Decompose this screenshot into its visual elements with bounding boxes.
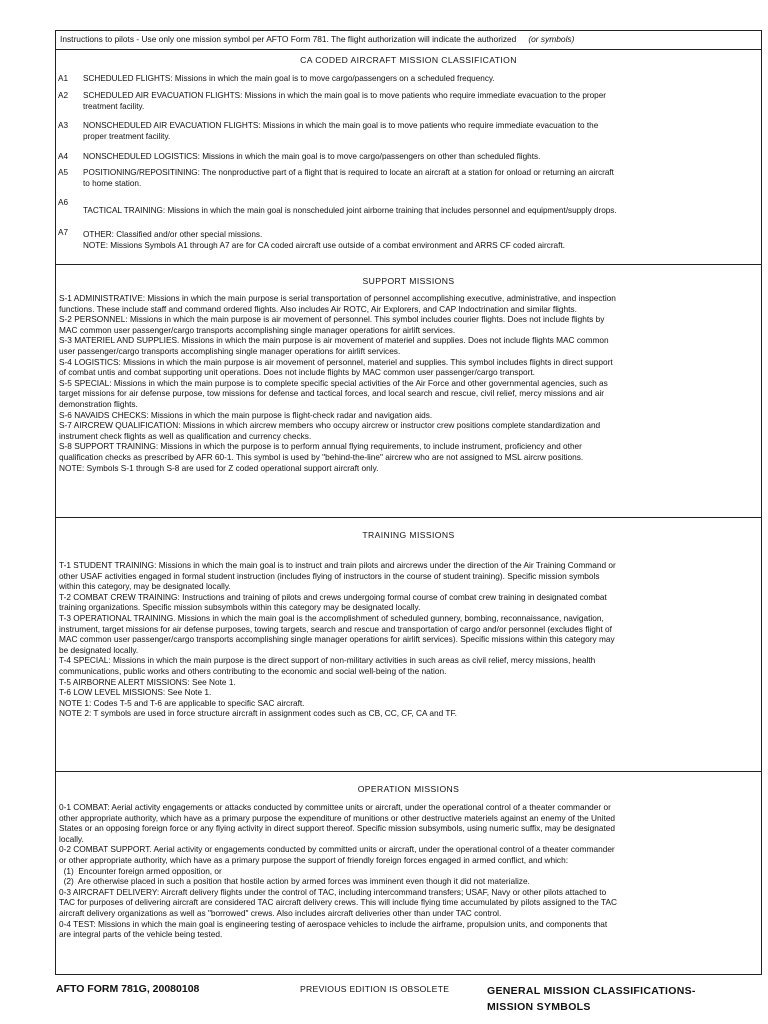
operation-line: other appropriate authority, which have as a primary purpose the expenditure of munitions or other destructive materiels against an enemy of the United — [59, 812, 616, 823]
support-line: S-7 AIRCREW QUALIFICATION: Missions in which aircrew members who occupy aircrew or instructor crew positions complete standardization and — [59, 420, 601, 431]
training-line: T-1 STUDENT TRAINING: Missions in which the main goal is to instruct and train pilots and aircrews under the direction of the Air Training Command or — [59, 560, 616, 570]
ca-item-text: POSITIONING/REPOSITINING: The nonproductive part of a flight that is required to locate an aircraft at a station for onload or returning an aircraft — [83, 168, 614, 177]
support-line: S-2 PERSONNEL: Missions in which the main purpose is air movement of personnel. This symbol includes courier flights. Does not include flights by — [59, 314, 605, 325]
training-section-body — [59, 560, 757, 719]
ca-item-text: TACTICAL TRAINING: Missions in which the main goal is nonscheduled joint airborne training that includes personnel and equipment/supply drops. — [83, 206, 617, 215]
support-missions-section — [56, 264, 761, 517]
operation-missions-section — [56, 771, 761, 975]
training-line: T-6 LOW LEVEL MISSIONS: See Note 1. — [59, 687, 212, 698]
operation-line: States or an opposing foreign force or any flying activity in direct support thereof. Specific mission subsymbols, using numeric suffix, may be designated — [59, 823, 616, 834]
operation-line: 0-1 COMBAT: Aerial activity engagements or attacks conducted by committee units or aircraft, under the operational control of a theater commander or — [59, 802, 611, 812]
support-line: S-1 ADMINISTRATIVE: Missions in which the main purpose is serial transportation of personnel accomplishing executive, administrative, and inspection — [59, 293, 616, 303]
training-line: be designated locally. — [59, 644, 139, 655]
ca-section-heading: CA CODED AIRCRAFT MISSION CLASSIFICATION — [300, 55, 517, 65]
operation-line: aircraft delivery organizations as well as "borrowed" crews. Also includes aircraft deliveries other than under TAC control. — [59, 907, 502, 918]
form-title — [487, 983, 696, 1015]
support-line: S-4 LOGISTICS: Missions in which the main purpose is air movement of personnel, materiel and supplies. This symbol includes flights in direct support — [59, 356, 613, 367]
operation-section-heading: OPERATION MISSIONS — [357, 784, 460, 794]
form-title-line2: MISSION SYMBOLS — [487, 1001, 591, 1013]
form-id: AFTO FORM 781G, 20080108 — [56, 983, 200, 995]
ca-item-text: NOTE: Missions Symbols A1 through A7 are for CA coded aircraft use outside of a combat environment and ARRS CF coded aircraft. — [83, 241, 565, 250]
support-line: of combat untis and combat supporting unit operations. Does not include flights by MAC common user passenger/cargo transport. — [59, 367, 535, 378]
ca-item-text: OTHER: Classified and/or other special missions. — [83, 230, 263, 239]
support-section-body — [59, 293, 757, 473]
ca-item-a6 — [56, 197, 757, 216]
training-line: T-4 SPECIAL: Missions in which the main purpose is the direct support of non-military activities in such areas as civil relief, mercy missions, health — [59, 655, 596, 666]
support-line: target missions for air defense purpose, tow missions for defense and tactical forces, and local search and rescue, civil relief, mercy missions and air — [59, 388, 605, 399]
support-line: S-3 MATERIEL AND SUPPLIES. Missions in which the main purpose is air movement of materiel and supplies. Does not include flights MAC common — [59, 335, 609, 346]
training-line: T-3 OPERATIONAL TRAINING. Missions in which the main goal is the accomplishment of scheduled gunnery, bombing, reconnaissance, navigation, — [59, 612, 604, 623]
support-line: S-5 SPECIAL: Missions in which the main purpose is to complete specific special activities of the Air Force and other governmental agencies, such as — [59, 377, 608, 388]
support-line: S-6 NAVAIDS CHECKS: Missions in which the main purpose is flight-check radar and navigation aids. — [59, 409, 433, 420]
ca-item-a4 — [56, 151, 757, 162]
support-line: user passenger/cargo transports accomplishing single manager operations for airlift services. — [59, 345, 401, 356]
operation-line: are integral parts of the vehicle being tested. — [59, 929, 223, 940]
support-line: NOTE: Symbols S-1 through S-8 are used for Z coded operational support aircraft only. — [59, 462, 379, 473]
operation-line: (2) Are otherwise placed in such a position that hostile action by armed forces was imminent even though it did not materialize. — [59, 876, 530, 887]
training-line: T-5 AIRBORNE ALERT MISSIONS: See Note 1. — [59, 676, 236, 687]
pilot-instructions-tail: (or symbols) — [528, 34, 575, 44]
operation-line: (1) Encounter foreign armed opposition, or — [59, 865, 222, 876]
training-line: within this category, may be designated locally. — [59, 581, 231, 592]
ca-item-a5 — [56, 167, 757, 189]
support-line: demonstration flights. — [59, 398, 138, 409]
previous-edition-note: PREVIOUS EDITION IS OBSOLETE — [300, 984, 450, 994]
operation-line: locally. — [59, 833, 84, 844]
support-line: MAC common user passenger/cargo transports accomplishing single manager operations for airlift services. — [59, 324, 456, 335]
mission-classification-form — [55, 30, 762, 975]
training-section-heading: TRAINING MISSIONS — [362, 530, 455, 540]
operation-line: 0-4 TEST: Missions in which the main goal is engineering testing of aerospace vehicles to include the airframe, propulsion units, and components that — [59, 918, 608, 929]
support-line: instrument check flights as well as qualification and currency checks. — [59, 430, 312, 441]
support-line: qualification checks as prescribed by AFR 60-1. This symbol is used by "behind-the-line" aircrew who are not assigned to MSL aircrw positions. — [59, 451, 584, 462]
operation-line: TAC for purposes of delivering aircraft are considered TAC aircraft delivery crews. This will include flying time accumulated by pilots assigned to the TAC — [59, 897, 617, 908]
ca-item-text: SCHEDULED AIR EVACUATION FLIGHTS: Missions in which the main goal is to move patients who require immediate evacuation to the proper — [83, 91, 606, 100]
ca-item-text: proper treatment facility. — [83, 132, 171, 141]
training-line: NOTE 1: Codes T-5 and T-6 are applicable to specific SAC aircraft. — [59, 697, 305, 708]
ca-item-a2 — [56, 90, 757, 112]
ca-item-code: A7 — [58, 228, 69, 237]
support-section-heading: SUPPORT MISSIONS — [362, 276, 455, 286]
ca-item-text: SCHEDULED FLIGHTS: Missions in which the main goal is to move cargo/passengers on a scheduled frequency. — [83, 74, 495, 83]
ca-item-code: A2 — [58, 91, 69, 100]
ca-item-code: A1 — [58, 74, 69, 83]
ca-item-a3 — [56, 120, 757, 142]
ca-item-code: A5 — [58, 168, 69, 177]
ca-item-a7 — [56, 227, 757, 251]
operation-line: 0-2 COMBAT SUPPORT. Aerial activity or engagements conducted by committed units or aircraft, under the operational control of a theater commander — [59, 844, 615, 855]
ca-item-text: NONSCHEDULED LOGISTICS: Missions in which the main goal is to move cargo/passengers on other than scheduled flights. — [83, 152, 541, 161]
ca-item-a1 — [56, 73, 757, 84]
ca-item-code: A4 — [58, 152, 69, 161]
support-line: S-8 SUPPORT TRAINING: Missions in which the purpose is to perform annual flying requirements, to include instrument, proficiency and other — [59, 441, 582, 452]
training-line: NOTE 2: T symbols are used in force structure aircraft in assignment codes such as CB, CC, CF, CA and TF. — [59, 708, 457, 719]
training-line: T-2 COMBAT CREW TRAINING: Instructions and training of pilots and crews undergoing formal course of combat crew training in designated combat — [59, 591, 607, 602]
pilot-instructions-text: Instructions to pilots - Use only one mission symbol per AFTO Form 781. The flight authorization will indicate the authorized — [60, 34, 517, 44]
training-line: instrument, target missions for air defense purposes, towing targets, search and rescue and transportation of cargo and/or personnel (excludes flight of — [59, 623, 612, 634]
form-title-line1: GENERAL MISSION CLASSIFICATIONS- — [487, 985, 696, 997]
support-line: functions. These include staff and command ordered flights. Also includes Air ROTC, Air Explorers, and CAP Indoctrination and similar flights. — [59, 303, 577, 314]
operation-section-body — [59, 802, 757, 940]
ca-item-text: treatment facility. — [83, 102, 145, 111]
training-line: training organizations. Specific mission subsymbols within this category may be designated locally. — [59, 602, 421, 613]
ca-coded-section — [56, 49, 761, 284]
operation-line: or other appropriate authority, which have as a primary purpose the support of friendly foreign forces engaged in armed conflict, and which: — [59, 854, 569, 865]
training-line: other USAF activities engaged in formal student instruction (includes flying of instructors in the course of student training). Specific mission symbols — [59, 570, 600, 581]
operation-line: 0-3 AIRCRAFT DELIVERY: Aircraft delivery flights under the control of TAC, including intercommand transfers; USAF, Navy or other pilots attached to — [59, 886, 607, 897]
ca-item-text: NONSCHEDULED AIR EVACUATION FLIGHTS: Missions in which the main goal is to move patients who require immediate evacuation to the — [83, 121, 599, 130]
training-line: MAC common user passenger/cargo transports accomplishing single manager operations for airlift services). Specific missions within this category may — [59, 634, 615, 645]
ca-item-text: to home station. — [83, 179, 142, 188]
pilot-instructions — [60, 34, 574, 44]
ca-item-code: A6 — [58, 198, 69, 207]
training-line: communications, public works and others contributing to the economic and social well-being of the nation. — [59, 665, 447, 676]
ca-item-code: A3 — [58, 121, 69, 130]
training-missions-section — [56, 517, 761, 771]
